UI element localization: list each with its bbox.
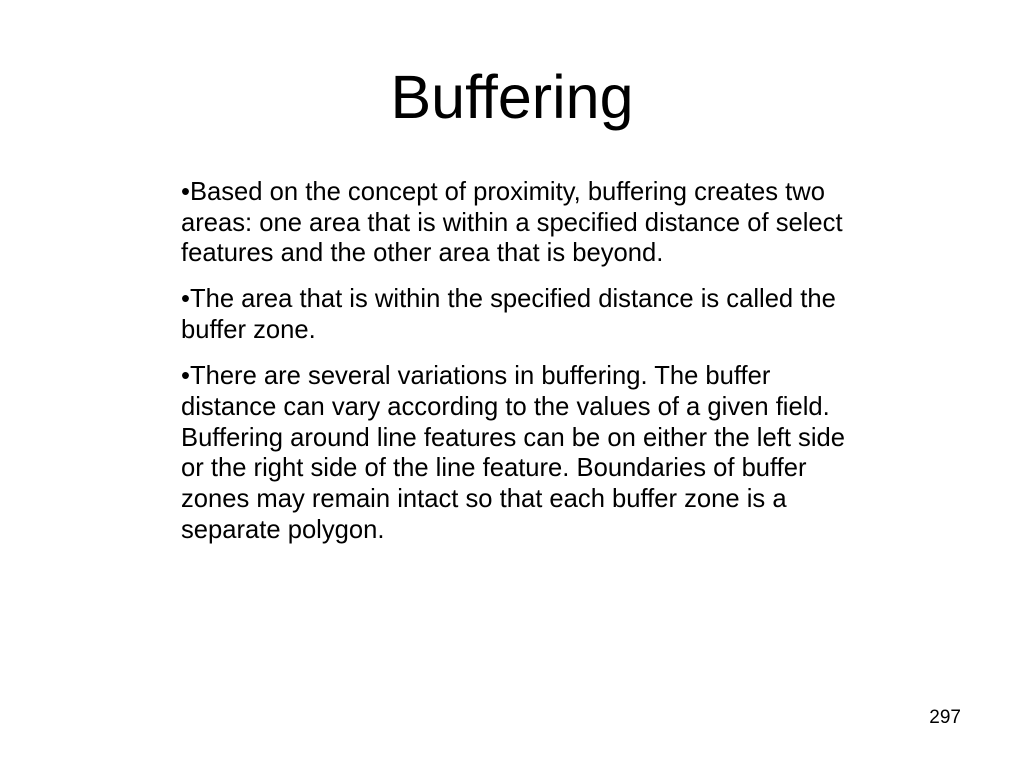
page-number: 297 (929, 707, 961, 728)
bullet-item-proximity: •Based on the concept of proximity, buffering creates two areas: one area that is within a specified distance of select features and the other area that is beyond. (181, 178, 843, 268)
bullet-item-buffer-zone: •The area that is within the specified distance is called the buffer zone. (181, 285, 836, 345)
bullet-item-variations: •There are several variations in buffering. The buffer distance can vary according to the values of a given field. Buffering around line features can be on either the left side or the right side of the line feature. Boundaries of buffer zones may remain intact so that each buffer zone is a separate polygon. (181, 362, 845, 544)
bullet-list (181, 177, 853, 561)
slide-title: Buffering (390, 63, 634, 131)
